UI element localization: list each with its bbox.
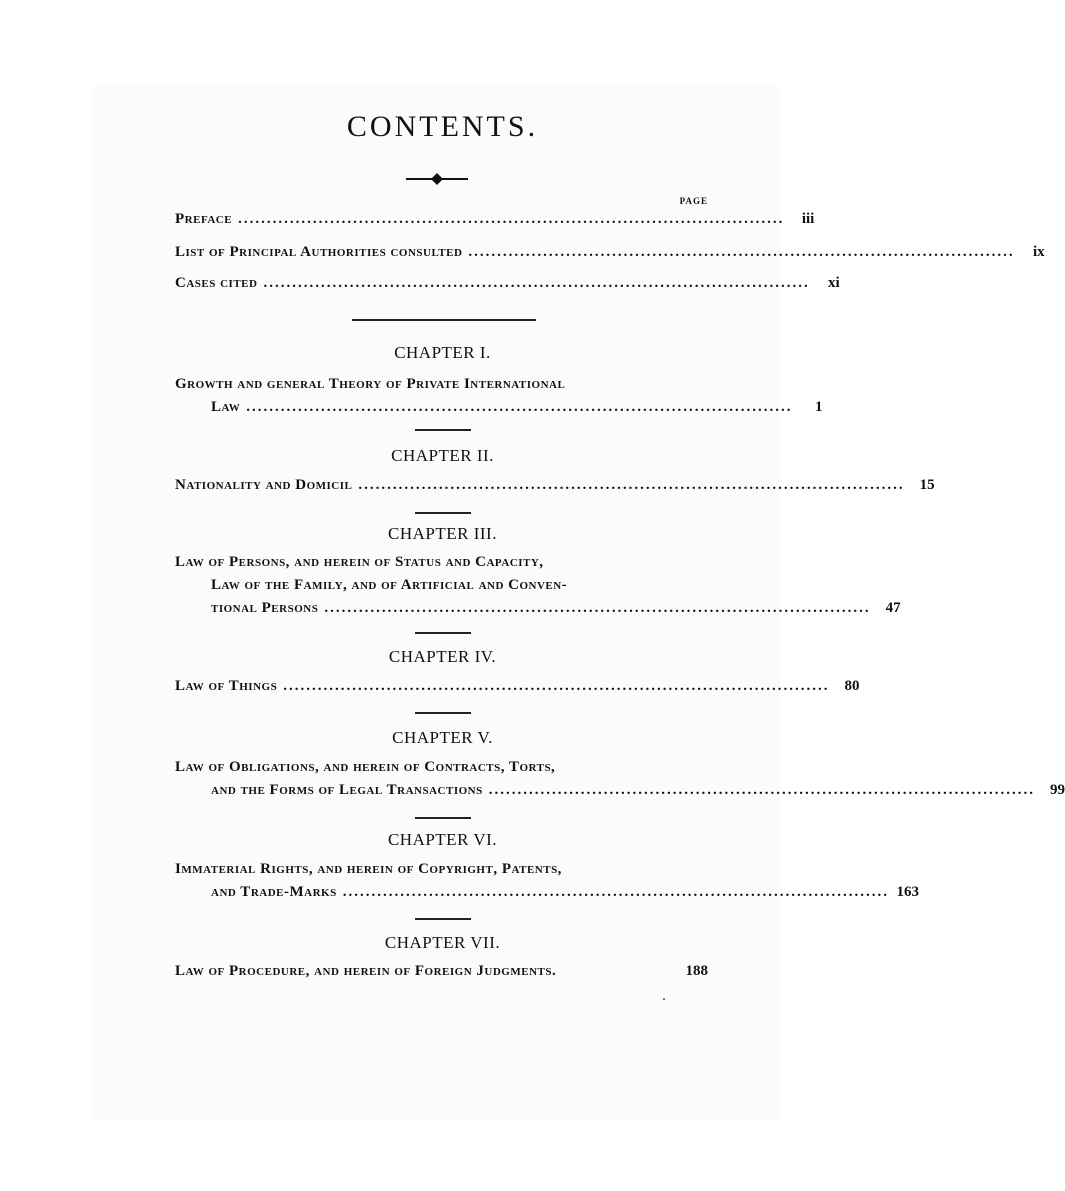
entry-title: Law <box>211 399 241 415</box>
contents-column <box>175 0 1065 1191</box>
page-number: 15 <box>919 477 935 493</box>
contents-entry[interactable] <box>175 960 708 983</box>
dot-leader: ............................................................................................... <box>324 600 871 616</box>
dot-leader: ............................................................................................... <box>358 477 905 493</box>
chapter-divider <box>415 512 471 514</box>
dot-leader: ............................................................................................... <box>246 399 793 415</box>
page-number: ix <box>1032 244 1045 260</box>
chapter-heading: CHAPTER I. <box>394 343 491 362</box>
entry-title: Law of the Family, and of Artificial and Conven- <box>211 577 568 593</box>
page-number: xi <box>828 275 840 291</box>
entry-title: Cases cited <box>175 275 258 291</box>
entry-title: Growth and general Theory of Private International <box>175 376 566 392</box>
dot-leader: ............................................................................................... <box>263 275 810 291</box>
entry-title: Law of Things <box>175 678 278 694</box>
chapter-heading: CHAPTER VII. <box>384 933 501 952</box>
chapter-heading: CHAPTER VI. <box>387 830 498 849</box>
page-number: 99 <box>1049 782 1065 798</box>
contents-entry[interactable] <box>175 756 1065 802</box>
entry-title: Law of Procedure, and herein of Foreign Judgments. <box>175 963 557 979</box>
dot-leader: ............................................................................................... <box>238 211 785 227</box>
stray-mark <box>663 998 665 1000</box>
chapter-divider <box>415 632 471 634</box>
chapter-divider <box>415 429 471 431</box>
dot-leader: ............................................................................................... <box>342 884 889 900</box>
ornament-icon <box>402 172 472 186</box>
chapter-heading: CHAPTER III. <box>388 524 497 543</box>
entry-title: Preface <box>175 211 233 227</box>
entry-title: Law of Obligations, and herein of Contracts, Torts, <box>175 759 556 775</box>
page-number: 188 <box>685 963 708 979</box>
chapter-divider <box>415 817 471 819</box>
entry-title: and the Forms of Legal Transactions <box>211 782 483 798</box>
chapter-divider <box>415 712 471 714</box>
entry-title: List of Principal Authorities consulted <box>175 244 463 260</box>
contents-entry[interactable] <box>175 272 840 295</box>
entry-title: Immaterial Rights, and herein of Copyright, Patents, <box>175 861 562 877</box>
contents-entry[interactable] <box>175 551 901 620</box>
page-number: 80 <box>844 678 860 694</box>
contents-entry[interactable] <box>175 373 823 419</box>
section-divider <box>352 319 536 321</box>
chapter-heading: CHAPTER II. <box>391 446 494 465</box>
contents-entry[interactable] <box>175 474 935 497</box>
entry-title: and Trade-Marks <box>211 884 337 900</box>
page-number: 163 <box>896 884 919 900</box>
dot-leader: ............................................................................................... <box>283 678 830 694</box>
entry-title: tional Persons <box>211 600 319 616</box>
contents-entry[interactable] <box>175 208 815 231</box>
chapter-heading: CHAPTER IV. <box>388 647 497 666</box>
contents-entry[interactable] <box>175 241 1045 264</box>
page-number: 47 <box>885 600 901 616</box>
chapter-divider <box>415 918 471 920</box>
entry-title: Nationality and Domicil <box>175 477 353 493</box>
entry-title: Law of Persons, and herein of Status and Capacity, <box>175 554 544 570</box>
page-number: iii <box>801 211 815 227</box>
page-column-heading: PAGE <box>679 196 708 206</box>
page-number: 1 <box>814 399 823 415</box>
chapter-heading: CHAPTER V. <box>392 728 493 747</box>
contents-entry[interactable] <box>175 858 919 904</box>
contents-entry[interactable] <box>175 675 860 698</box>
dot-leader: ............................................................................................... <box>488 782 1035 798</box>
page-title: CONTENTS. <box>346 110 539 143</box>
dot-leader: ............................................................................................... <box>468 244 1015 260</box>
